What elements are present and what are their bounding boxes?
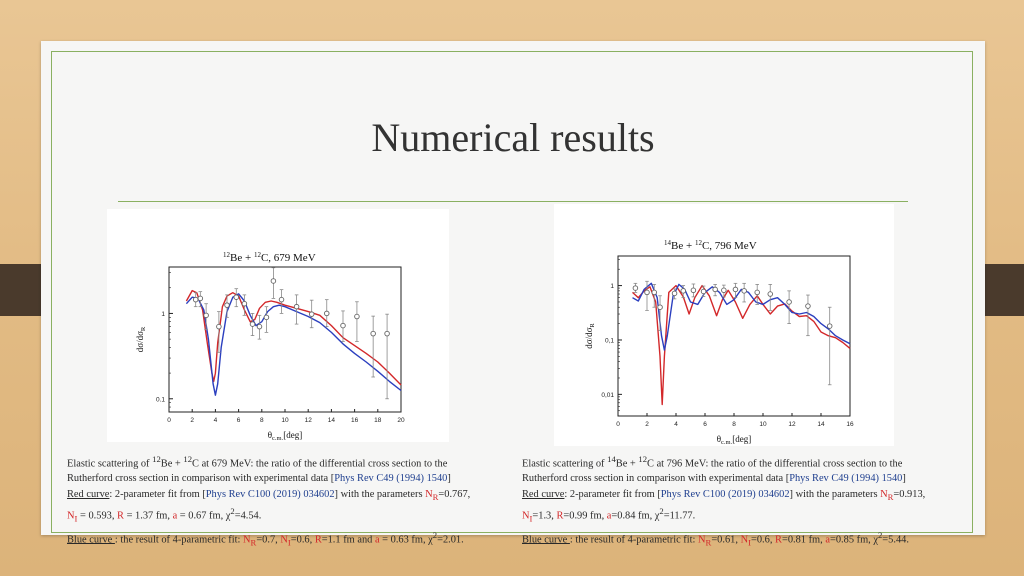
text: =0.913, xyxy=(893,488,926,500)
data-point xyxy=(271,279,276,284)
superscript: 2 xyxy=(432,529,438,540)
subscript: R xyxy=(705,537,712,548)
x-tick-label: 4 xyxy=(213,417,218,424)
text: : the result of 4-parametric fit: xyxy=(114,534,244,546)
param-symbol: R xyxy=(314,534,322,546)
text: Elastic scattering of xyxy=(67,458,153,470)
reference-link[interactable]: Phys Rev C49 (1994) 1540 xyxy=(789,472,903,484)
chart-title xyxy=(664,239,757,252)
x-tick-label: 6 xyxy=(236,417,241,424)
x-tick-label: 2 xyxy=(645,421,649,428)
text: Rutherford cross section in comparison with experimental data [ xyxy=(522,472,790,484)
text: =0.81 fm, xyxy=(781,534,826,546)
param-symbol: a xyxy=(172,510,178,522)
x-axis-label-sub: c.m. xyxy=(272,435,284,442)
text: = 0.63 fm, χ xyxy=(379,534,433,546)
data-point xyxy=(234,295,239,300)
data-point xyxy=(355,314,360,319)
reference-link[interactable]: Phys Rev C49 (1994) 1540 xyxy=(334,472,448,484)
y-axis-label-main: dσ/dσ xyxy=(135,331,145,353)
text: =0.7, xyxy=(256,534,281,546)
text: = 0.67 fm, χ xyxy=(177,510,231,522)
param-symbol: N xyxy=(698,534,706,546)
text: =0.767, xyxy=(438,488,471,500)
text: =11.77. xyxy=(663,510,696,522)
text: = 0.593, xyxy=(77,510,118,522)
caption-left xyxy=(67,452,517,550)
x-tick-label: 8 xyxy=(732,421,736,428)
caption-right-line2 xyxy=(522,472,972,486)
x-axis-label-theta: θ xyxy=(716,434,722,444)
data-point xyxy=(652,290,657,295)
text: =0.6, xyxy=(290,534,315,546)
x-tick-label: 8 xyxy=(259,417,264,424)
text: =4.54. xyxy=(234,510,262,522)
x-axis-label-theta: θ xyxy=(267,430,273,440)
x-tick-label: 20 xyxy=(397,417,405,424)
data-point xyxy=(204,313,209,318)
superscript: 2 xyxy=(230,506,235,517)
x-axis-label-unit: [deg] xyxy=(732,434,752,444)
data-point xyxy=(371,331,376,336)
data-point xyxy=(633,286,638,291)
x-axis-label-sub: c.m. xyxy=(721,439,733,446)
text: ] with the parameters xyxy=(334,488,426,500)
chart-14be-12c xyxy=(554,204,894,446)
text: ] with the parameters xyxy=(789,488,881,500)
x-axis-label xyxy=(268,430,303,442)
text: ] xyxy=(447,472,451,484)
y-axis-label-main: dσ/dσ xyxy=(584,327,594,349)
param-symbol: R xyxy=(556,510,564,522)
plot-12be xyxy=(107,209,449,442)
text: =0.84 fm, χ xyxy=(611,510,660,522)
text: =0.99 fm, xyxy=(563,510,607,522)
subscript: I xyxy=(748,537,751,548)
red-curve-label: Red curve xyxy=(522,488,565,500)
text: =1.3, xyxy=(532,510,557,522)
param-symbol: a xyxy=(825,534,830,546)
caption-left-line1 xyxy=(67,452,517,472)
x-tick-label: 16 xyxy=(846,421,854,428)
caption-right-line4 xyxy=(522,504,972,526)
caption-left-line5 xyxy=(67,528,517,550)
data-point xyxy=(658,305,663,310)
superscript: 14 xyxy=(607,454,616,464)
text: =0.6, xyxy=(750,534,776,546)
title-sup: 12 xyxy=(694,239,702,247)
reference-link[interactable]: Phys Rev C100 (2019) 034602 xyxy=(660,488,790,500)
data-point xyxy=(742,289,747,294)
x-tick-label: 4 xyxy=(674,421,678,428)
param-symbol: a xyxy=(606,510,612,522)
data-point xyxy=(672,291,677,296)
superscript: 12 xyxy=(183,454,193,464)
subscript: R xyxy=(250,537,257,548)
data-point xyxy=(250,322,255,327)
x-tick-label: 0 xyxy=(616,421,620,428)
title-sup: 14 xyxy=(664,239,671,247)
x-tick-label: 12 xyxy=(788,421,796,428)
x-tick-label: 14 xyxy=(327,417,336,424)
superscript: 2 xyxy=(659,506,664,517)
data-point xyxy=(787,300,792,305)
title-text: C, 679 MeV xyxy=(260,252,316,264)
param-symbol: a xyxy=(374,534,380,546)
data-point xyxy=(733,287,738,292)
text: Elastic scattering of xyxy=(522,458,608,470)
caption-right-line3 xyxy=(522,488,972,504)
chart-title xyxy=(223,251,316,264)
superscript: 12 xyxy=(638,454,648,464)
text: : 2-parameter fit from [ xyxy=(109,488,206,500)
red-curve-label: Red curve xyxy=(67,488,110,500)
text: =2.01. xyxy=(437,534,464,546)
y-tick-label: 0,01 xyxy=(601,391,614,399)
subscript: R xyxy=(887,491,894,502)
superscript: 12 xyxy=(152,454,161,464)
param-symbol: N xyxy=(280,534,288,546)
text: =0.85 fm, χ xyxy=(829,534,878,546)
x-tick-label: 2 xyxy=(190,417,195,424)
data-point xyxy=(198,296,203,301)
y-tick-label: 1 xyxy=(161,310,165,318)
caption-right-line5 xyxy=(522,528,972,550)
data-point xyxy=(225,303,230,308)
data-point xyxy=(827,324,832,329)
title-text: C, 796 MeV xyxy=(701,240,757,252)
x-tick-label: 14 xyxy=(817,421,825,428)
data-point xyxy=(722,288,727,293)
data-point xyxy=(681,289,686,294)
text: Be + xyxy=(160,458,184,470)
data-point xyxy=(691,288,696,293)
param-symbol: N xyxy=(740,534,749,546)
y-axis-label-sub: R xyxy=(589,323,596,328)
x-tick-label: 10 xyxy=(281,417,289,424)
caption-right xyxy=(522,452,972,550)
text: =5.44. xyxy=(882,534,909,546)
title-sup: 12 xyxy=(223,251,230,259)
data-point xyxy=(701,289,706,294)
axes-frame xyxy=(618,256,850,416)
text: C at 679 MeV: the ratio of the differential cross section to the xyxy=(192,458,448,470)
blue-curve-label: Blue curve xyxy=(67,534,115,546)
subscript: I xyxy=(287,537,291,548)
plot-14be xyxy=(554,204,894,446)
caption-left-line3 xyxy=(67,488,517,504)
y-axis-label xyxy=(135,326,147,352)
data-point xyxy=(755,290,760,295)
x-tick-label: 18 xyxy=(374,417,382,424)
chart-12be-12c xyxy=(107,209,449,442)
x-tick-label: 10 xyxy=(759,421,767,428)
text: : the result of 4-parametric fit: xyxy=(569,534,699,546)
title-divider xyxy=(118,201,908,202)
param-symbol: N xyxy=(425,488,433,500)
data-point xyxy=(242,301,247,306)
y-tick-label: 1 xyxy=(610,283,614,291)
data-point xyxy=(294,304,299,309)
subscript: I xyxy=(74,513,78,524)
slide-title: Numerical results xyxy=(371,115,655,160)
data-point xyxy=(217,324,222,329)
text: =1.1 fm and xyxy=(321,534,375,546)
title-sup: 12 xyxy=(253,251,261,259)
param-symbol: R xyxy=(117,510,124,522)
text: ] xyxy=(902,472,906,484)
subscript: R xyxy=(432,491,439,502)
title-text: Be + xyxy=(671,240,695,252)
param-symbol: R xyxy=(775,534,782,546)
superscript: 2 xyxy=(877,529,883,540)
data-point xyxy=(385,331,390,336)
y-tick-label: 0.1 xyxy=(155,396,165,404)
data-point xyxy=(193,297,198,302)
data-point xyxy=(264,315,269,320)
y-axis-label-sub: R xyxy=(140,326,147,332)
data-point xyxy=(768,292,773,297)
axes-frame xyxy=(169,267,401,412)
x-tick-label: 0 xyxy=(167,417,171,424)
x-axis-label-unit: [deg] xyxy=(283,430,303,440)
param-symbol: N xyxy=(67,510,75,522)
y-tick-label: 0,1 xyxy=(604,337,614,345)
text: C at 796 MeV: the ratio of the differential cross section to the xyxy=(647,458,903,470)
data-point xyxy=(806,304,811,309)
text: Rutherford cross section in comparison with experimental data [ xyxy=(67,472,335,484)
text: : 2-parameter fit from [ xyxy=(564,488,661,500)
title-text: Be + xyxy=(230,252,254,264)
y-axis-label xyxy=(584,323,596,349)
text: =0.61, xyxy=(711,534,741,546)
caption-left-line2 xyxy=(67,472,517,486)
param-symbol: N xyxy=(880,488,888,500)
caption-right-line1 xyxy=(522,452,972,472)
text: = 1.37 fm, xyxy=(123,510,173,522)
x-tick-label: 6 xyxy=(703,421,707,428)
reference-link[interactable]: Phys Rev C100 (2019) 034602 xyxy=(205,488,335,500)
data-point xyxy=(645,290,650,295)
blue-curve-label: Blue curve xyxy=(522,534,570,546)
x-tick-label: 12 xyxy=(304,417,312,424)
data-point xyxy=(341,323,346,328)
data-point xyxy=(309,312,314,317)
x-tick-label: 16 xyxy=(350,417,359,424)
subscript: I xyxy=(529,513,533,524)
x-axis-label xyxy=(717,434,752,446)
data-point xyxy=(324,311,329,316)
text: Be + xyxy=(615,458,639,470)
param-symbol: N xyxy=(522,510,530,522)
caption-left-line4 xyxy=(67,504,517,526)
data-point xyxy=(279,297,284,302)
data-point xyxy=(257,324,262,329)
data-point xyxy=(713,287,718,292)
param-symbol: N xyxy=(243,534,251,546)
